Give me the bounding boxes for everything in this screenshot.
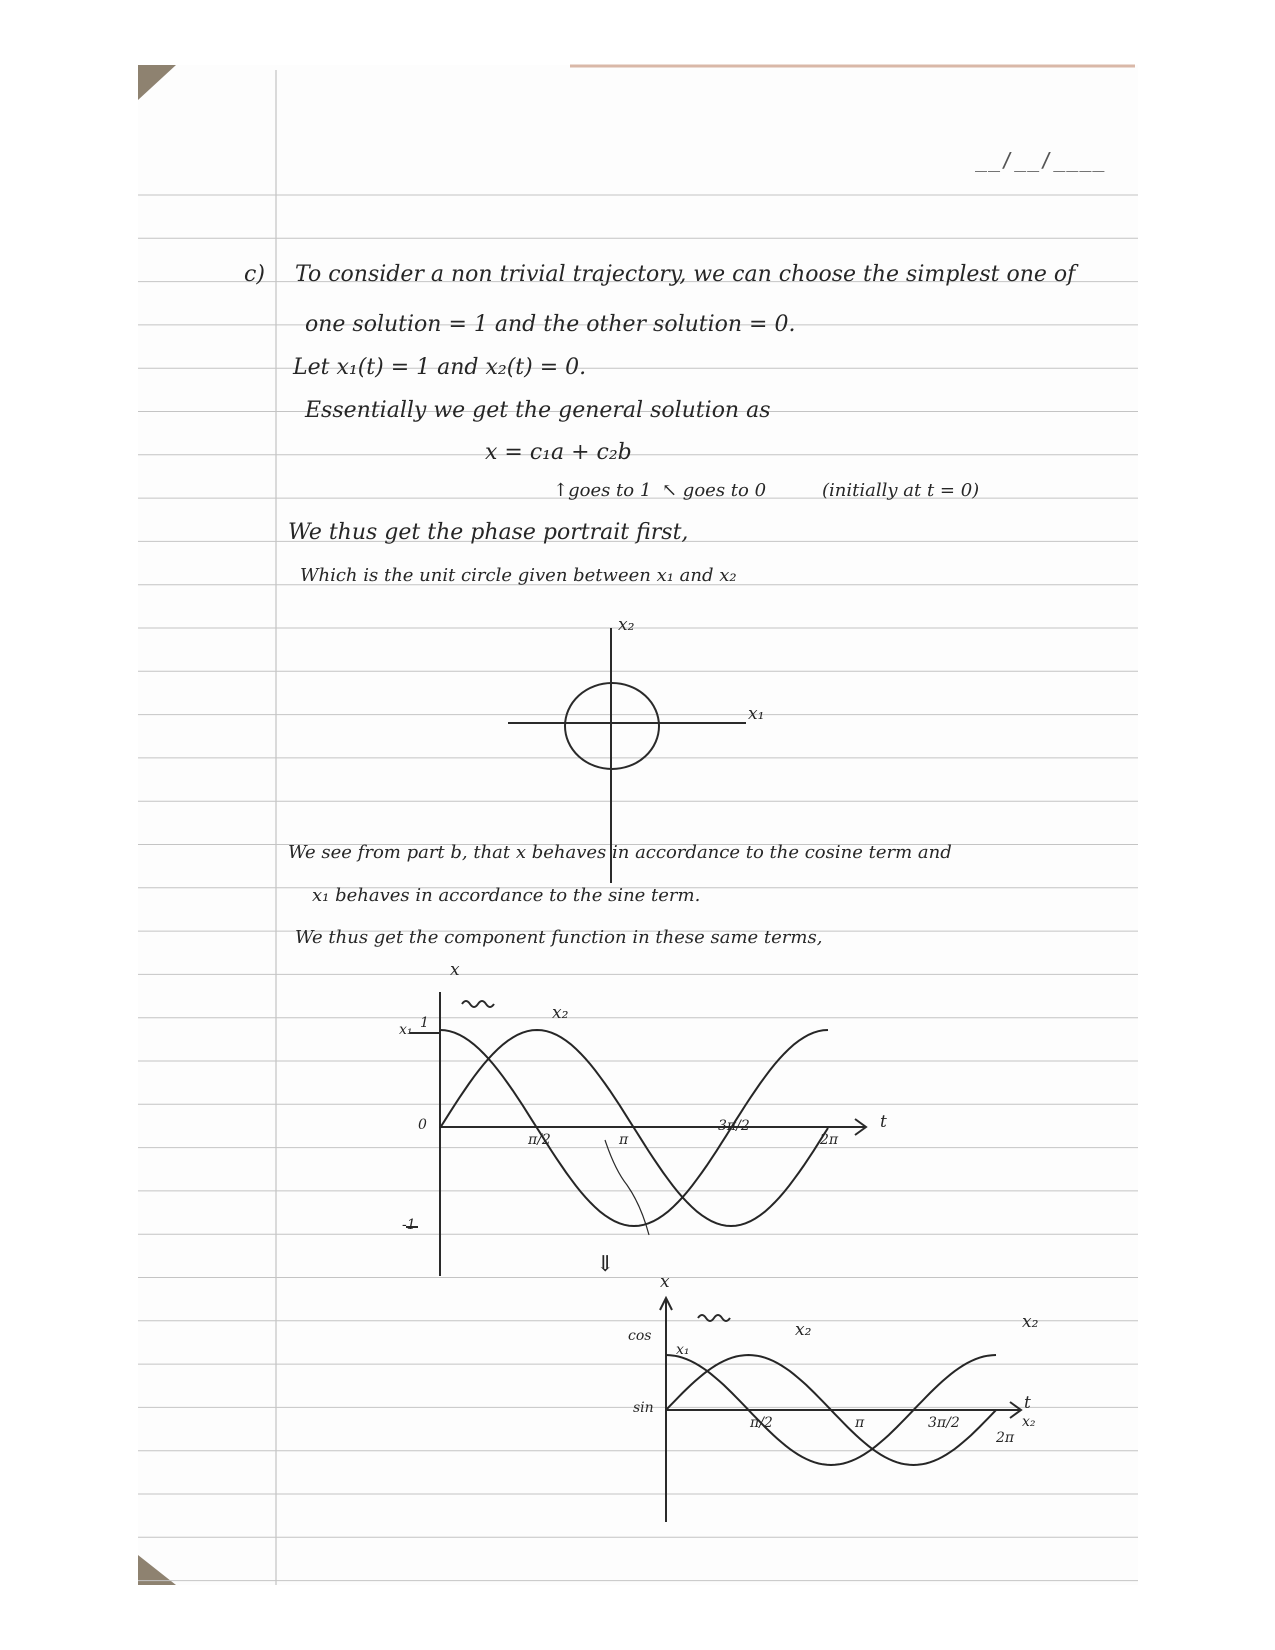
text-line-1: To consider a non trivial trajectory, we can choose the simplest one of: [295, 262, 1076, 287]
graph1-series-label-x1: x₁: [399, 1022, 413, 1038]
graph2-series-label-x2: x₂: [795, 1320, 812, 1340]
graph1-xtick-2pi: 2π: [820, 1132, 839, 1148]
graph2-ytick-sin: sin: [633, 1400, 654, 1416]
graph2-xtick-2pi: 2π: [996, 1430, 1015, 1446]
graph1-ytick-neg1: -1: [402, 1217, 416, 1233]
graph1-ytick-0: 0: [418, 1117, 427, 1133]
text-line-part-b: We see from part b, that x behaves in accordance to the cosine term and: [288, 842, 952, 863]
part-label: c): [244, 262, 265, 287]
annotation-goes-to-0: ↖ goes to 0: [662, 480, 767, 501]
phase-x2-label: x₂: [618, 615, 635, 635]
down-arrow-icon: ⇓: [596, 1252, 615, 1277]
graph1-ytick-1: 1: [420, 1015, 429, 1031]
annotation-goes-to-1: ↑goes to 1: [553, 480, 652, 501]
graph2-series-label-x1: x₁: [676, 1342, 690, 1358]
graph2-series-label-x2-axis: x₂: [1022, 1414, 1036, 1430]
text-line-3: Let x₁(t) = 1 and x₂(t) = 0.: [293, 355, 587, 380]
general-solution-equation: x = c₁a + c₂b: [485, 440, 632, 465]
graph2-xtick-pi-2: π/2: [750, 1415, 773, 1431]
text-line-sine: x₁ behaves in accordance to the sine term.: [312, 885, 701, 906]
text-line-component: We thus get the component function in these same terms,: [295, 927, 823, 948]
graph1-xtick-pi: π: [619, 1132, 629, 1148]
graph1-series-label-x2: x₂: [552, 1003, 569, 1023]
text-line-4: Essentially we get the general solution as: [305, 398, 771, 423]
graph2-ytick-cos: cos: [628, 1328, 652, 1344]
graph1-x-axis-label: t: [880, 1112, 887, 1132]
graph2-x-axis-label: t: [1024, 1393, 1031, 1413]
text-line-phase-portrait: We thus get the phase portrait first,: [288, 520, 689, 545]
phase-x1-label: x₁: [748, 704, 765, 724]
text-line-2: one solution = 1 and the other solution = 0.: [305, 312, 796, 337]
graph2-y-axis-label: x: [660, 1272, 670, 1292]
graph1-xtick-pi-2: π/2: [528, 1132, 551, 1148]
graph2-series-label-x2-end: x₂: [1022, 1312, 1039, 1332]
annotation-initially: (initially at t = 0): [822, 480, 980, 501]
graph1-xtick-3pi-2: 3π/2: [718, 1118, 750, 1134]
graph1-y-axis-label: x: [450, 960, 460, 980]
graph2-xtick-3pi-2: 3π/2: [928, 1415, 960, 1431]
graph2-xtick-pi: π: [855, 1415, 865, 1431]
text-line-unit-circle: Which is the unit circle given between x₁ and x₂: [300, 565, 737, 586]
date-field: __/__/____: [975, 148, 1106, 172]
